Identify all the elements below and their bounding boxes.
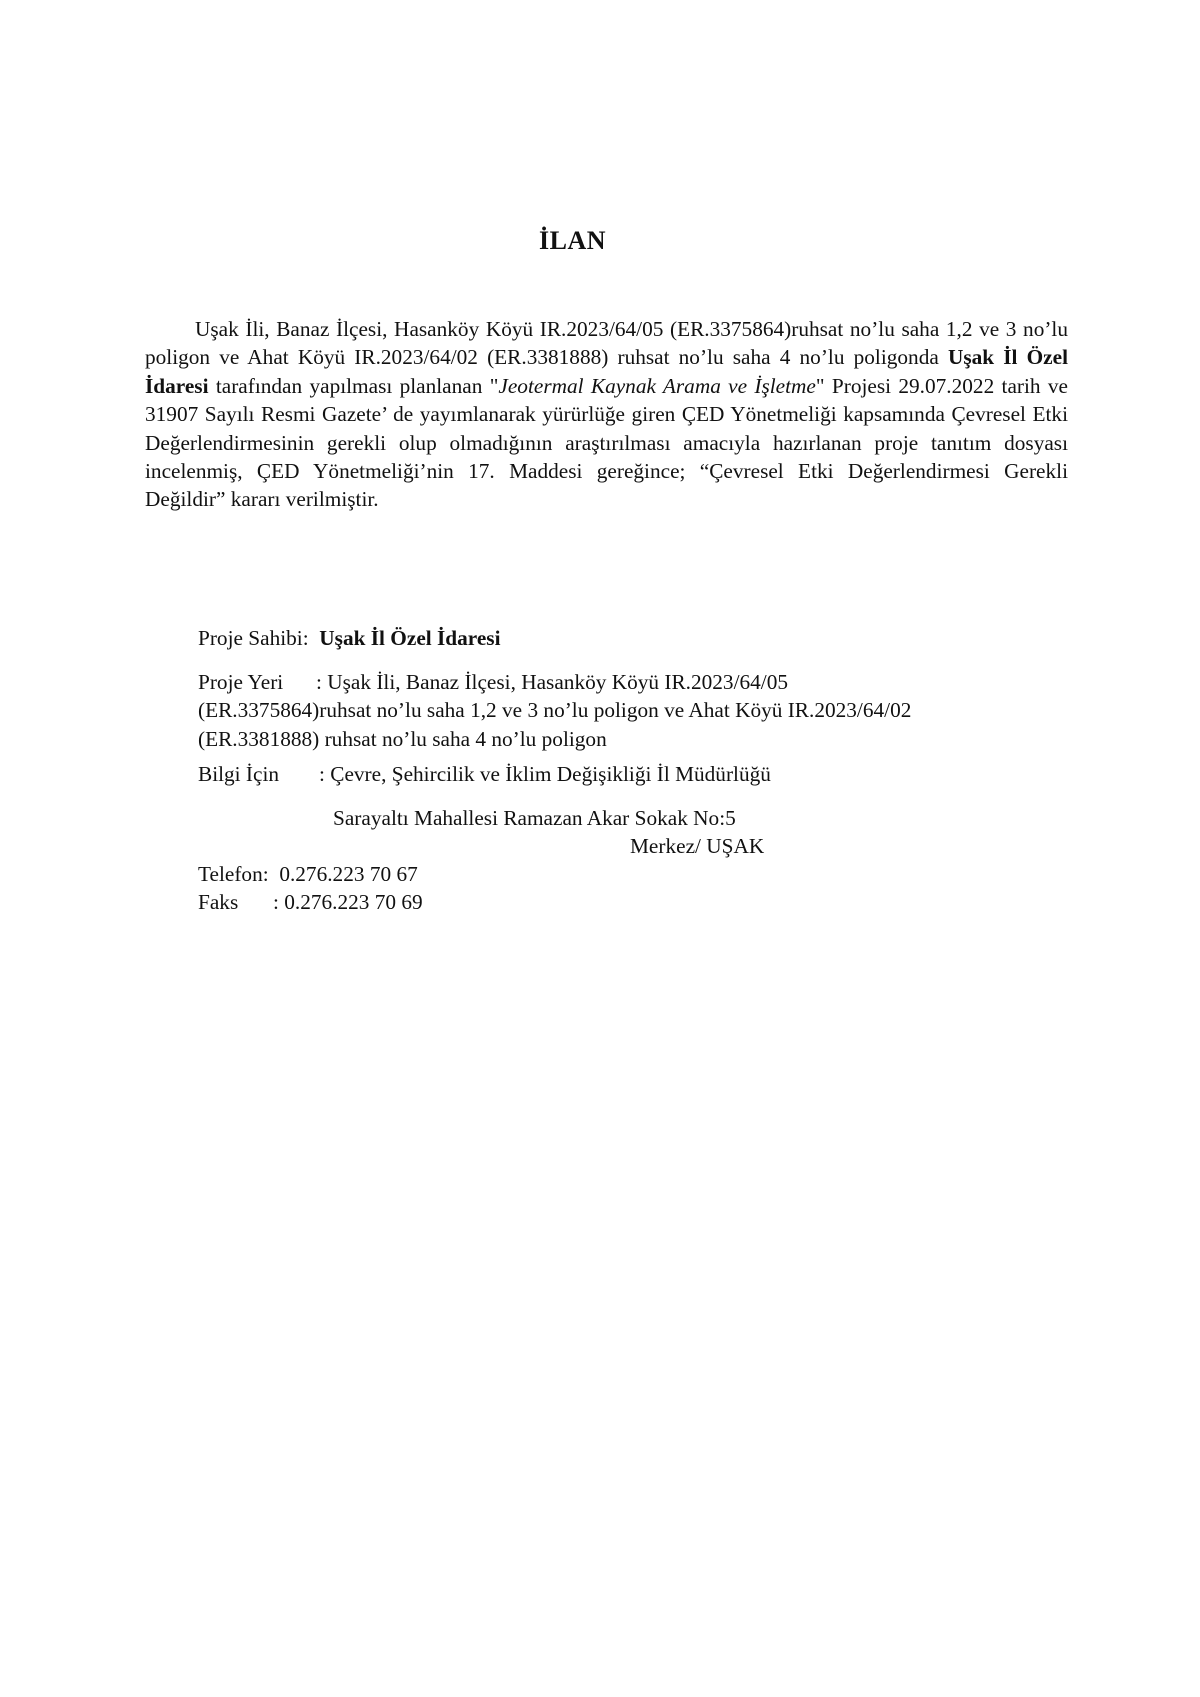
project-location-separator: : (316, 670, 322, 694)
document-title: İLAN (538, 226, 606, 255)
project-location-line-1 (198, 668, 911, 696)
phone-line (198, 860, 418, 888)
project-location-value-1: Uşak İli, Banaz İlçesi, Hasanköy Köyü IR.2023/64/05 (327, 670, 789, 694)
organization-name: Uşak İl Özel İdaresi (145, 345, 1068, 398)
project-owner-label: Proje Sahibi: (198, 626, 309, 650)
info-label: Bilgi İçin (198, 762, 280, 786)
project-location-line-2: (ER.3375864)ruhsat no’lu saha 1,2 ve 3 no’lu poligon ve Ahat Köyü IR.2023/64/02 (198, 698, 912, 723)
announcement-paragraph (145, 315, 1068, 514)
project-name: Jeotermal Kaynak Arama ve İşletme (498, 373, 816, 398)
project-owner-value: Uşak İl Özel İdaresi (319, 626, 501, 650)
project-location-line-3: (ER.3381888) ruhsat no’lu saha 4 no’lu poligon (198, 726, 607, 751)
project-owner (198, 624, 501, 652)
paragraph-part-3: " Projesi 29.07.2022 tarih ve 31907 Sayılı Resmi Gazete’ de yayımlanarak yürürlüğe giren ÇED Yönetmeliği kapsamında Çevresel Etki Değerlendirmesinin gerekli olup olmadığının araştırılması amacıyla hazırlanan proje tanıtım dosyası incelenmiş, ÇED Yönetmeliği’nin 17. Maddesi gereğince; “Çevresel Etki Değerlendirmesi Gerekli Değildir” kararı verilmiştir. (145, 373, 1068, 512)
phone-label: Telefon: (198, 862, 269, 886)
fax-label: Faks (198, 890, 239, 914)
address-line-2: Merkez/ UŞAK (630, 834, 765, 858)
address-line-1: Sarayaltı Mahallesi Ramazan Akar Sokak No:5 (333, 806, 736, 830)
fax-line (198, 888, 423, 916)
project-location-label: Proje Yeri (198, 670, 284, 694)
fax-value: : 0.276.223 70 69 (273, 890, 423, 914)
phone-value: 0.276.223 70 67 (279, 862, 418, 886)
info-contact (198, 760, 771, 788)
project-location (198, 668, 911, 753)
paragraph-part-2: tarafından yapılması planlanan " (208, 373, 499, 398)
paragraph-part-1: Uşak İli, Banaz İlçesi, Hasanköy Köyü IR.2023/64/05 (ER.3375864)ruhsat no’lu saha 1,2 ve 3 no’lu poligon ve Ahat Köyü IR.2023/64/02 (ER.3381888) ruhsat no’lu saha 4 no’lu poligonda (145, 317, 1068, 370)
info-value: : Çevre, Şehircilik ve İklim Değişikliği İl Müdürlüğü (319, 762, 771, 786)
